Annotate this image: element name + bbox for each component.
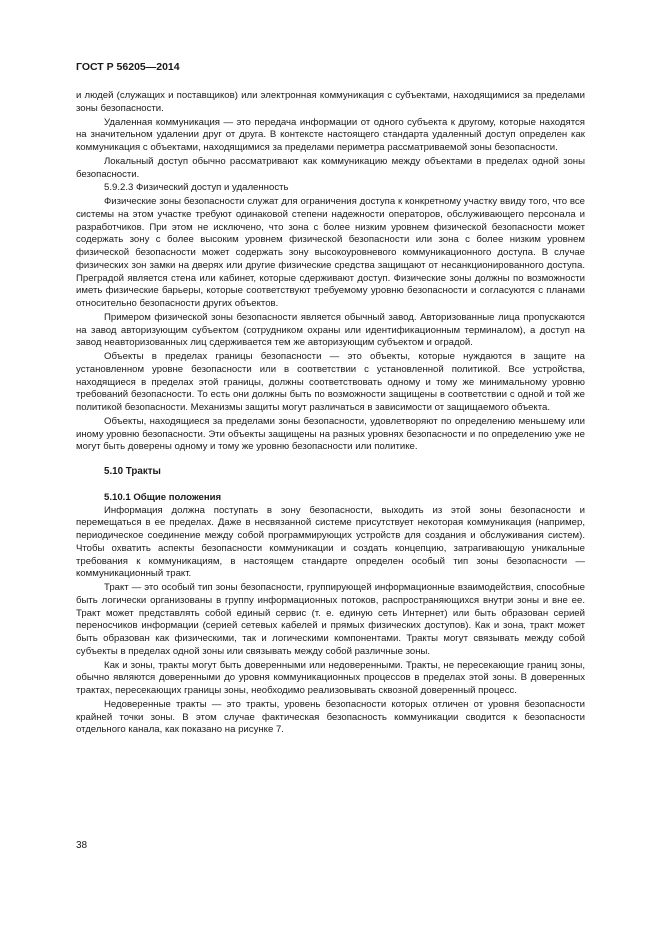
document-body (76, 90, 585, 738)
paragraph-trusted-conduits: Как и зоны, тракты могут быть доверенными или недоверенными. Тракты, не пересекающие границ зоны, обычно являются доверенными до уровня коммуникационных процессов в пределах этой зоны. В доверенных трактах, пересекающих границы зоны, необходимо реализовывать сквозной доверенный процесс. (76, 659, 585, 696)
paragraph-objects-outside: Объекты, находящиеся за пределами зоны безопасности, удовлетворяют по определению меньшему или иному уровню безопасности. Эти объекты защищены на разных уровнях безопасности и по определению уже не могут быть доверены одному и тому же уровню безопасности или политике. (76, 415, 585, 453)
section-heading: 5.10 Тракты (104, 466, 161, 477)
page-number: 38 (76, 840, 88, 851)
clause-heading-physical-access: 5.9.2.3 Физический доступ и удаленность (104, 182, 289, 194)
paragraph-untrusted-conduits: Недоверенные тракты — это тракты, уровень безопасности которых отличен от уровня безопасности крайней точки зоны. В этом случае фактическая безопасность коммуникации сводится к безопасности отдельного канала, как показано на рисунке 7. (76, 698, 585, 736)
subsection-heading: 5.10.1 Общие положения (104, 491, 222, 503)
paragraph-conduit-definition: Тракт — это особый тип зоны безопасности, группирующей информационные взаимодействия, способные быть логически организованы в группу информационных потоков, распространяющихся внутри зоны и вне ее. Тракт может представлять собой единый сервис (т. е. единую сеть Интернет) или быть образован серией переносчиков информации (серией сетевых кабелей и прямых физических доступов). Как и зона, тракт может быть образован как физическими, так и логическими компонентами. Тракты могут связывать между собой субъекты в пределах одной зоны или связывать между собой различные зоны. (76, 582, 585, 657)
paragraph-remote-communication: Удаленная коммуникация — это передача информации от одного субъекта к другому, которые находятся на значительном удалении друг от друга. В контексте настоящего стандарта удаленный доступ определен как коммуникация с объектами, находящимися за пределами периметра рассматриваемой зоны безопасности. (76, 116, 585, 153)
paragraph-physical-zones: Физические зоны безопасности служат для ограничения доступа к конкретному участку ввиду того, что все системы на этом участке требуют одинаковой степени надежности операторов, обслуживающего персонала и разработчиков. При этом не исключено, что зона с более низким уровнем физической безопасности может содержать зону с более высоким уровнем физической безопасности или зона с более низким уровнем физической безопасности может содержать зону высокоуровневого коммуникационного доступа. В случае физических зон замки на дверях или другие физические средства защищают от несанкционированного доступа. Преградой является стена или кабинет, которые сдерживают доступ. Физические зоны должны по возможности иметь физические барьеры, которые соответствуют требуемому уровню безопасности и согласуются с планами относительно безопасности других объектов. (76, 196, 585, 309)
paragraph-plant-example: Примером физической зоны безопасности является обычный завод. Авторизованные лица пропускаются на завод авторизующим субъектом (сотрудником охраны или идентификационным терминалом), а доступ на завод неавторизованных лиц сдерживается тем же авторизующим субъектом и оградой. (76, 311, 585, 349)
paragraph-objects-inside: Объекты в пределах границы безопасности — это объекты, которые нуждаются в защите на установленном уровне безопасности или в соответствии с установленной политикой. Все устройства, находящиеся в пределах этой границы, должны соответствовать одному и тому же минимальному уровню требований безопасности. То есть они должны быть по возможности защищены в соответствии с одной и той же политикой безопасности. Механизмы защиты могут различаться в зависимости от защищаемого объекта. (76, 351, 585, 413)
document-header: ГОСТ Р 56205—2014 (76, 61, 180, 73)
paragraph-local-access: Локальный доступ обычно рассматривают как коммуникацию между объектами в пределах одной зоны безопасности. (76, 155, 585, 180)
paragraph-continuation: и людей (служащих и поставщиков) или электронная коммуникация с субъектами, находящимися за пределами зоны безопасности. (76, 90, 585, 114)
paragraph-information-flow: Информация должна поступать в зону безопасности, выходить из этой зоны безопасности и перемещаться в ее пределах. Даже в несвязанной системе присутствует некоторая коммуникация (например, периодическое соединение между собой программирующих устройств для создания и обслуживания систем). Чтобы охватить аспекты безопасности коммуникации и создать концепцию, затрагивающую уникальные требования к коммуникациям, в настоящем стандарте определен особый тип зоны безопасности — коммуникационный тракт. (76, 504, 585, 580)
